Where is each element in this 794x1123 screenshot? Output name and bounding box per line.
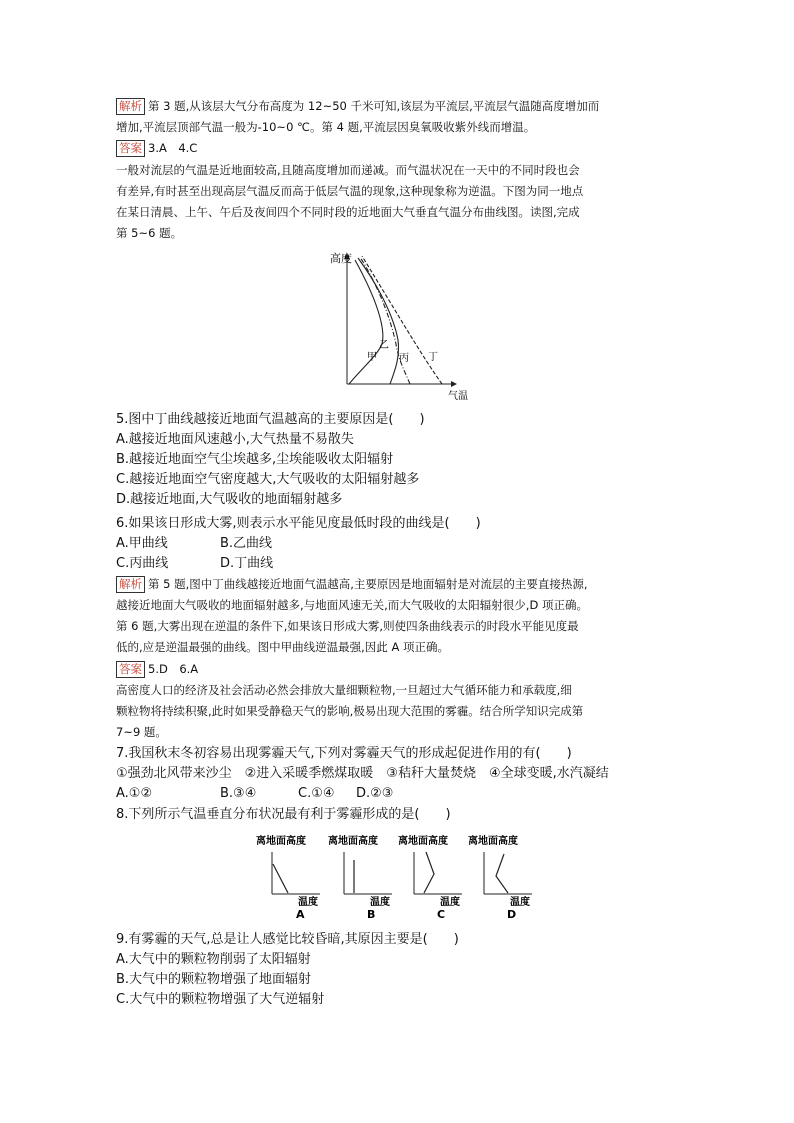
option-d: D.丁曲线 bbox=[220, 556, 274, 571]
option-a: A.甲曲线 bbox=[116, 536, 168, 551]
panel-c bbox=[398, 834, 462, 921]
panel-letter: A bbox=[296, 908, 305, 921]
analysis-block-1 bbox=[116, 96, 688, 138]
curve-bing bbox=[360, 257, 410, 384]
question-items: ①强劲北风带来沙尘 ②进入采暖季燃煤取暖 ③秸秆大量焚烧 ④全球变暖,水汽凝结 bbox=[116, 766, 609, 781]
panel-b bbox=[328, 834, 392, 921]
intro-line: 7~9 题。 bbox=[116, 725, 167, 739]
intro-line: 在某日清晨、上午、午后及夜间四个不同时段的近地面大气垂直气温分布曲线图。读图,完成 bbox=[116, 205, 580, 219]
panel-xlabel: 温度 bbox=[440, 897, 460, 908]
panel-d bbox=[468, 834, 532, 921]
option-c: C.越接近地面空气密度越大,大气吸收的太阳辐射越多 bbox=[116, 472, 420, 487]
question-stem: 6.如果该日形成大雾,则表示水平能见度最低时段的曲线是( ) bbox=[116, 516, 481, 531]
analysis-tag: 解析 bbox=[116, 576, 145, 593]
question-8 bbox=[116, 805, 688, 825]
question-6 bbox=[116, 514, 688, 574]
intro-line: 有差异,有时甚至出现高层气温反而高于低层气温的现象,这种现象称为逆温。下图为同一地点 bbox=[116, 184, 584, 198]
panel-xlabel: 温度 bbox=[298, 897, 318, 908]
curve-label-jia: 甲 bbox=[367, 352, 377, 363]
intro-line: 第 5~6 题。 bbox=[116, 226, 183, 240]
x-axis-label: 气温 bbox=[448, 391, 468, 402]
question-stem: 5.图中丁曲线越接近地面气温越高的主要原因是( ) bbox=[116, 412, 425, 427]
panel-curve bbox=[424, 852, 434, 893]
panel-a bbox=[256, 834, 320, 921]
option-a: A.大气中的颗粒物削弱了太阳辐射 bbox=[116, 952, 311, 967]
option-b: B.大气中的颗粒物增强了地面辐射 bbox=[116, 972, 312, 987]
panel-letter: B bbox=[367, 908, 376, 921]
question-7 bbox=[116, 744, 688, 804]
panel-xlabel: 温度 bbox=[370, 897, 390, 908]
option-a: A.①② bbox=[116, 786, 153, 801]
curve-label-ding: 丁 bbox=[428, 352, 438, 363]
panel-letter: D bbox=[507, 908, 517, 921]
analysis-tag: 解析 bbox=[116, 98, 145, 115]
analysis-block-2 bbox=[116, 574, 688, 658]
question-stem: 8.下列所示气温垂直分布状况最有利于雾霾形成的是( ) bbox=[116, 807, 451, 822]
panel-xlabel: 温度 bbox=[510, 897, 530, 908]
analysis-text: 越接近地面大气吸收的地面辐射越多,与地面风速无关,而大气吸收的太阳辐射很少,D 项正确。 bbox=[116, 598, 588, 612]
curve-jia bbox=[349, 260, 383, 384]
option-b: B.乙曲线 bbox=[220, 536, 273, 551]
intro-line: 一般对流层的气温是近地面较高,且随高度增加而递减。而气温状况在一天中的不同时段也会 bbox=[116, 163, 580, 177]
option-d: D.②③ bbox=[356, 786, 394, 801]
panel-curve bbox=[273, 864, 288, 893]
option-a: A.越接近地面风速越小,大气热量不易散失 bbox=[116, 432, 354, 447]
option-b: B.越接近地面空气尘埃越多,尘埃能吸收太阳辐射 bbox=[116, 452, 394, 467]
answer-text: 3.A 4.C bbox=[148, 141, 198, 155]
option-b: B.③④ bbox=[220, 786, 257, 801]
panel-ylabel: 离地面高度 bbox=[328, 836, 378, 847]
intro-line: 颗粒物将持续积聚,此时如果受静稳天气的影响,极易出现大范围的雾霾。结合所学知识完成第 bbox=[116, 704, 584, 718]
intro-line: 高密度人口的经济及社会活动必然会排放大量细颗粒物,一旦超过大气循环能力和承载度,细 bbox=[116, 683, 572, 697]
temperature-options-figure bbox=[252, 830, 552, 922]
intro-paragraph-1 bbox=[116, 160, 688, 244]
panel-ylabel: 离地面高度 bbox=[256, 836, 306, 847]
y-axis-label: 高度 bbox=[330, 252, 352, 265]
analysis-text: 增加,平流层顶部气温一般为-10~0 ℃。第 4 题,平流层因臭氧吸收紫外线而增温。 bbox=[116, 120, 536, 134]
answer-tag: 答案 bbox=[116, 140, 145, 157]
answer-text: 5.D 6.A bbox=[148, 662, 199, 676]
answer-block-1 bbox=[116, 138, 688, 159]
temperature-profile-figure bbox=[322, 248, 472, 404]
intro-paragraph-2 bbox=[116, 680, 688, 743]
analysis-text: 第 3 题,从该层大气分布高度为 12~50 千米可知,该层为平流层,平流层气温随高度增加而 bbox=[148, 99, 600, 113]
analysis-text: 第 6 题,大雾出现在逆温的条件下,如果该日形成大雾,则使四条曲线表示的时段水平能见度最 bbox=[116, 619, 579, 633]
answer-block-2 bbox=[116, 659, 688, 680]
answer-tag: 答案 bbox=[116, 661, 145, 678]
question-stem: 9.有雾霾的天气,总是让人感觉比较昏暗,其原因主要是( ) bbox=[116, 932, 459, 947]
question-stem: 7.我国秋末冬初容易出现雾霾天气,下列对雾霾天气的形成起促进作用的有( ) bbox=[116, 746, 572, 761]
question-9 bbox=[116, 930, 688, 1010]
analysis-text: 低的,应是逆温最强的曲线。图中甲曲线逆温最强,因此 A 项正确。 bbox=[116, 640, 449, 654]
option-d: D.越接近地面,大气吸收的地面辐射越多 bbox=[116, 492, 343, 507]
analysis-text: 第 5 题,图中丁曲线越接近地面气温越高,主要原因是地面辐射是对流层的主要直接热源, bbox=[148, 577, 588, 591]
panel-curve bbox=[496, 854, 508, 893]
panel-ylabel: 离地面高度 bbox=[468, 836, 518, 847]
option-c: C.大气中的颗粒物增强了大气逆辐射 bbox=[116, 992, 325, 1007]
question-5 bbox=[116, 410, 688, 510]
option-c: C.丙曲线 bbox=[116, 556, 169, 571]
curve-label-bing: 丙 bbox=[399, 353, 409, 364]
curve-label-yi: 乙 bbox=[379, 340, 389, 351]
option-c: C.①④ bbox=[298, 786, 335, 801]
panel-letter: C bbox=[437, 908, 446, 921]
panel-ylabel: 离地面高度 bbox=[398, 836, 448, 847]
